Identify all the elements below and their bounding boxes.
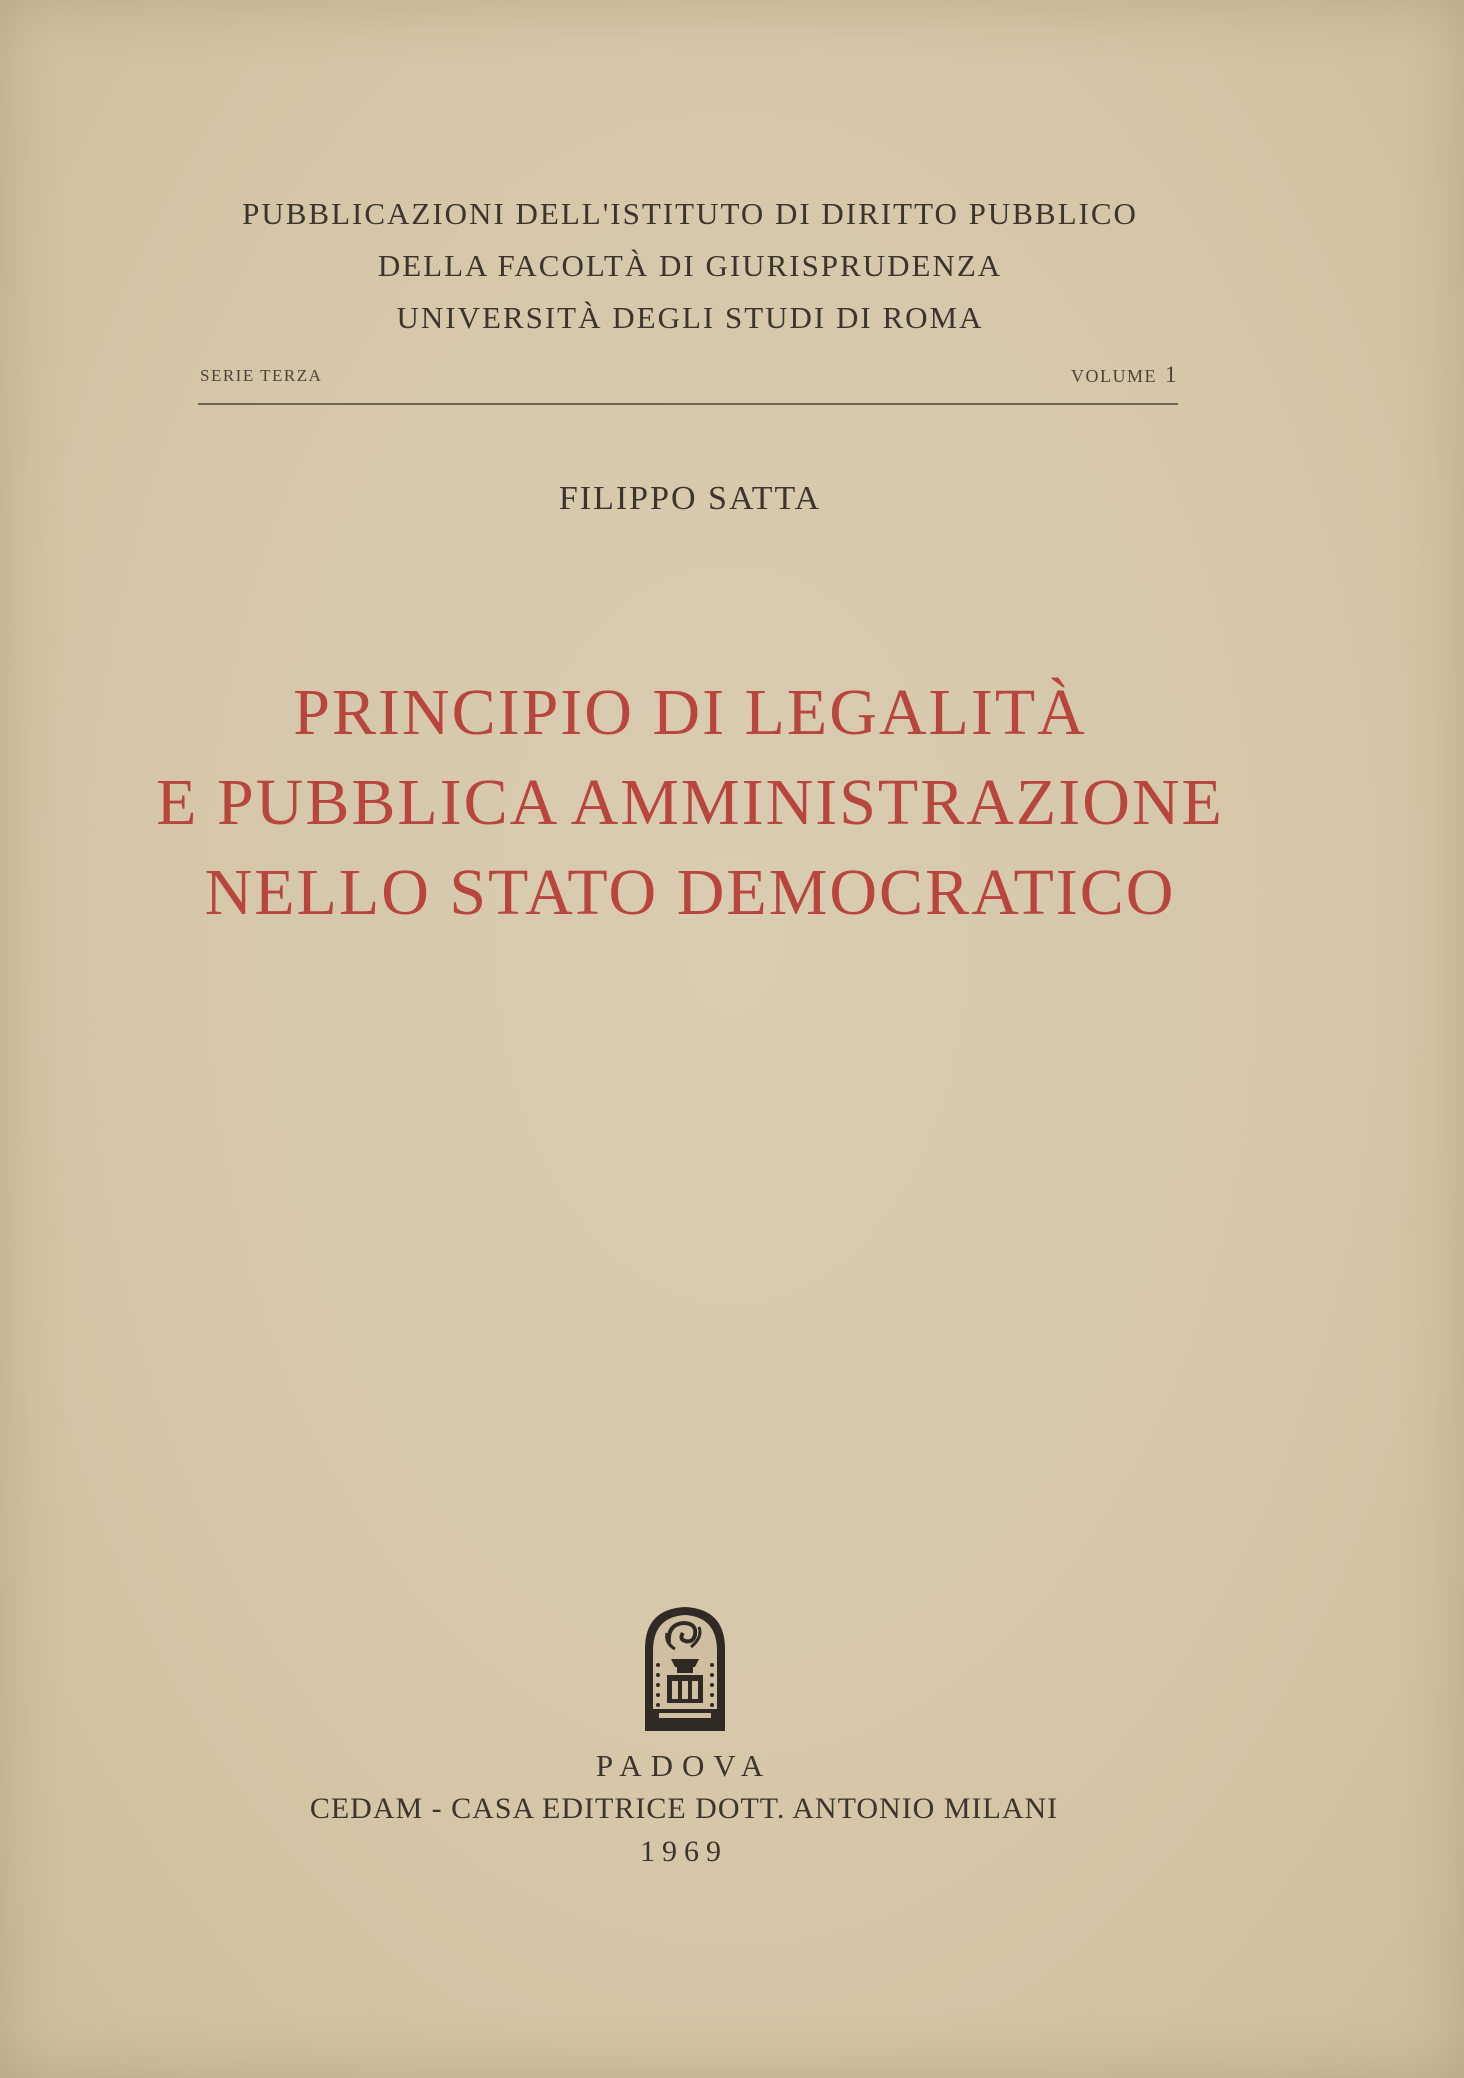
- publication-year: 1969: [640, 1835, 728, 1868]
- series-info-row: [198, 362, 1178, 388]
- volume-info: [1071, 362, 1178, 388]
- volume-label: VOLUME: [1071, 366, 1157, 386]
- series-header-line-2: DELLA FACOLTÀ DI GIURISPRUDENZA: [377, 248, 1003, 283]
- book-title: [0, 668, 1380, 938]
- series-header: [0, 188, 1380, 344]
- title-line-2: E PUBBLICA AMMINISTRAZIONE: [156, 766, 1224, 839]
- header-divider: [198, 403, 1178, 405]
- publisher-name: CEDAM - CASA EDITRICE DOTT. ANTONIO MILANI: [309, 1792, 1059, 1825]
- title-line-1: PRINCIPIO DI LEGALITÀ: [293, 676, 1087, 749]
- series-header-line-3: UNIVERSITÀ DEGLI STUDI DI ROMA: [396, 300, 984, 335]
- author-name: FILIPPO SATTA: [558, 480, 822, 517]
- volume-number: 1: [1165, 362, 1178, 387]
- publisher-emblem-icon: [639, 1603, 731, 1735]
- publication-place: PADOVA: [595, 1748, 773, 1783]
- series-header-line-1: PUBBLICAZIONI DELL'ISTITUTO DI DIRITTO PUBBLICO: [242, 196, 1138, 231]
- title-line-3: NELLO STATO DEMOCRATICO: [204, 856, 1176, 929]
- series-name: SERIE TERZA: [200, 366, 323, 385]
